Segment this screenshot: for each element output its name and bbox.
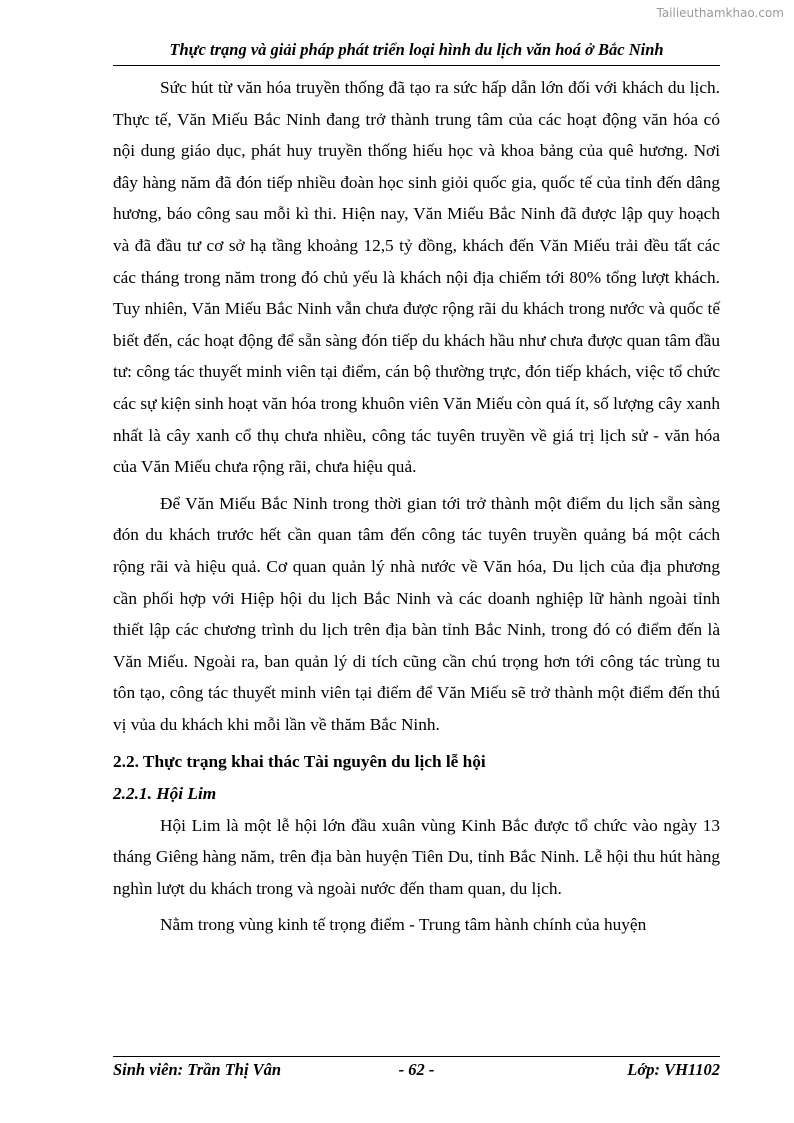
paragraph: Sức hút từ văn hóa truyền thống đã tạo ra sức hấp dẫn lớn đối với khách du lịch. Thực tế, Văn Miếu Bắc Ninh đang trở thành trung tâm của các hoạt động văn hóa có nội dung giáo dục, phát huy truyền thống hiếu học và khoa bảng của quê hương. Nơi đây hàng năm đã đón tiếp nhiều đoàn học sinh giỏi quốc gia, quốc tế của tỉnh đến dâng hương, báo công sau mỗi kì thi. Hiện nay, Văn Miếu Bắc Ninh đã được lập quy hoạch và đã đầu tư cơ sở hạ tầng khoảng 12,5 tỷ đồng, khách đến Văn Miếu trải đều tất các các tháng trong năm trong đó chủ yếu là khách nội địa chiếm tới 80% tổng lượt khách. Tuy nhiên, Văn Miếu Bắc Ninh vẫn chưa được rộng rãi du khách trong nước và quốc tế biết đến, các hoạt động để sẵn sàng đón tiếp du khách hầu như chưa được quan tâm đầu tư: công tác thuyết minh viên tại điểm, cán bộ thường trực, đón tiếp khách, việc tổ chức các sự kiện sinh hoạt văn hóa trong khuôn viên Văn Miếu còn quá ít, số lượng cây xanh nhất là cây xanh cổ thụ chưa nhiều, công tác tuyên truyền về giá trị lịch sử - văn hóa của Văn Miếu chưa rộng rãi, chưa hiệu quả. — [113, 78, 720, 477]
paragraph: Nằm trong vùng kinh tế trọng điểm - Trung tâm hành chính của huyện — [160, 915, 647, 935]
footer-divider — [113, 1056, 720, 1057]
watermark-text: Tailieuthamkhao.com — [656, 6, 784, 20]
paragraph: Để Văn Miếu Bắc Ninh trong thời gian tới trở thành một điểm du lịch sẵn sàng đón du khách trước hết cần quan tâm đến công tác tuyên truyền quảng bá một cách rộng rãi và hiệu quả. Cơ quan quản lý nhà nước về Văn hóa, Du lịch của địa phương cần phối hợp với Hiệp hội du lịch Bắc Ninh và các doanh nghiệp lữ hành ngoài tỉnh thiết lập các chương trình du lịch trên địa bàn tỉnh Bắc Ninh, trong đó có điểm đến là Văn Miếu. Ngoài ra, ban quản lý di tích cũng cần chú trọng hơn tới công tác trùng tu tôn tạo, công tác thuyết minh viên tại điểm để Văn Miếu sẽ trở thành một điểm đến thú vị vủa du khách khi mỗi lần về thăm Bắc Ninh. — [113, 493, 720, 734]
section-heading: 2.2. Thực trạng khai thác Tài nguyên du lịch lễ hội — [113, 752, 486, 772]
footer-student: Sinh viên: Trần Thị Vân — [113, 1060, 282, 1079]
page-body — [113, 72, 720, 941]
running-header: Thực trạng và giải pháp phát triển loại hình du lịch văn hoá ở Bắc Ninh — [169, 40, 664, 59]
paragraph: Hội Lim là một lễ hội lớn đầu xuân vùng Kinh Bắc được tổ chức vào ngày 13 tháng Giêng hàng năm, trên địa bàn huyện Tiên Du, tỉnh Bắc Ninh. Lễ hội thu hút hàng nghìn lượt du khách trong và ngoài nước đến tham quan, du lịch. — [113, 815, 720, 898]
header-divider — [113, 65, 720, 66]
page-number: - 62 - — [398, 1060, 435, 1079]
footer-class: Lớp: VH1102 — [627, 1060, 720, 1079]
page-footer — [113, 1060, 720, 1082]
subsection-heading: 2.2.1. Hội Lim — [113, 784, 217, 804]
